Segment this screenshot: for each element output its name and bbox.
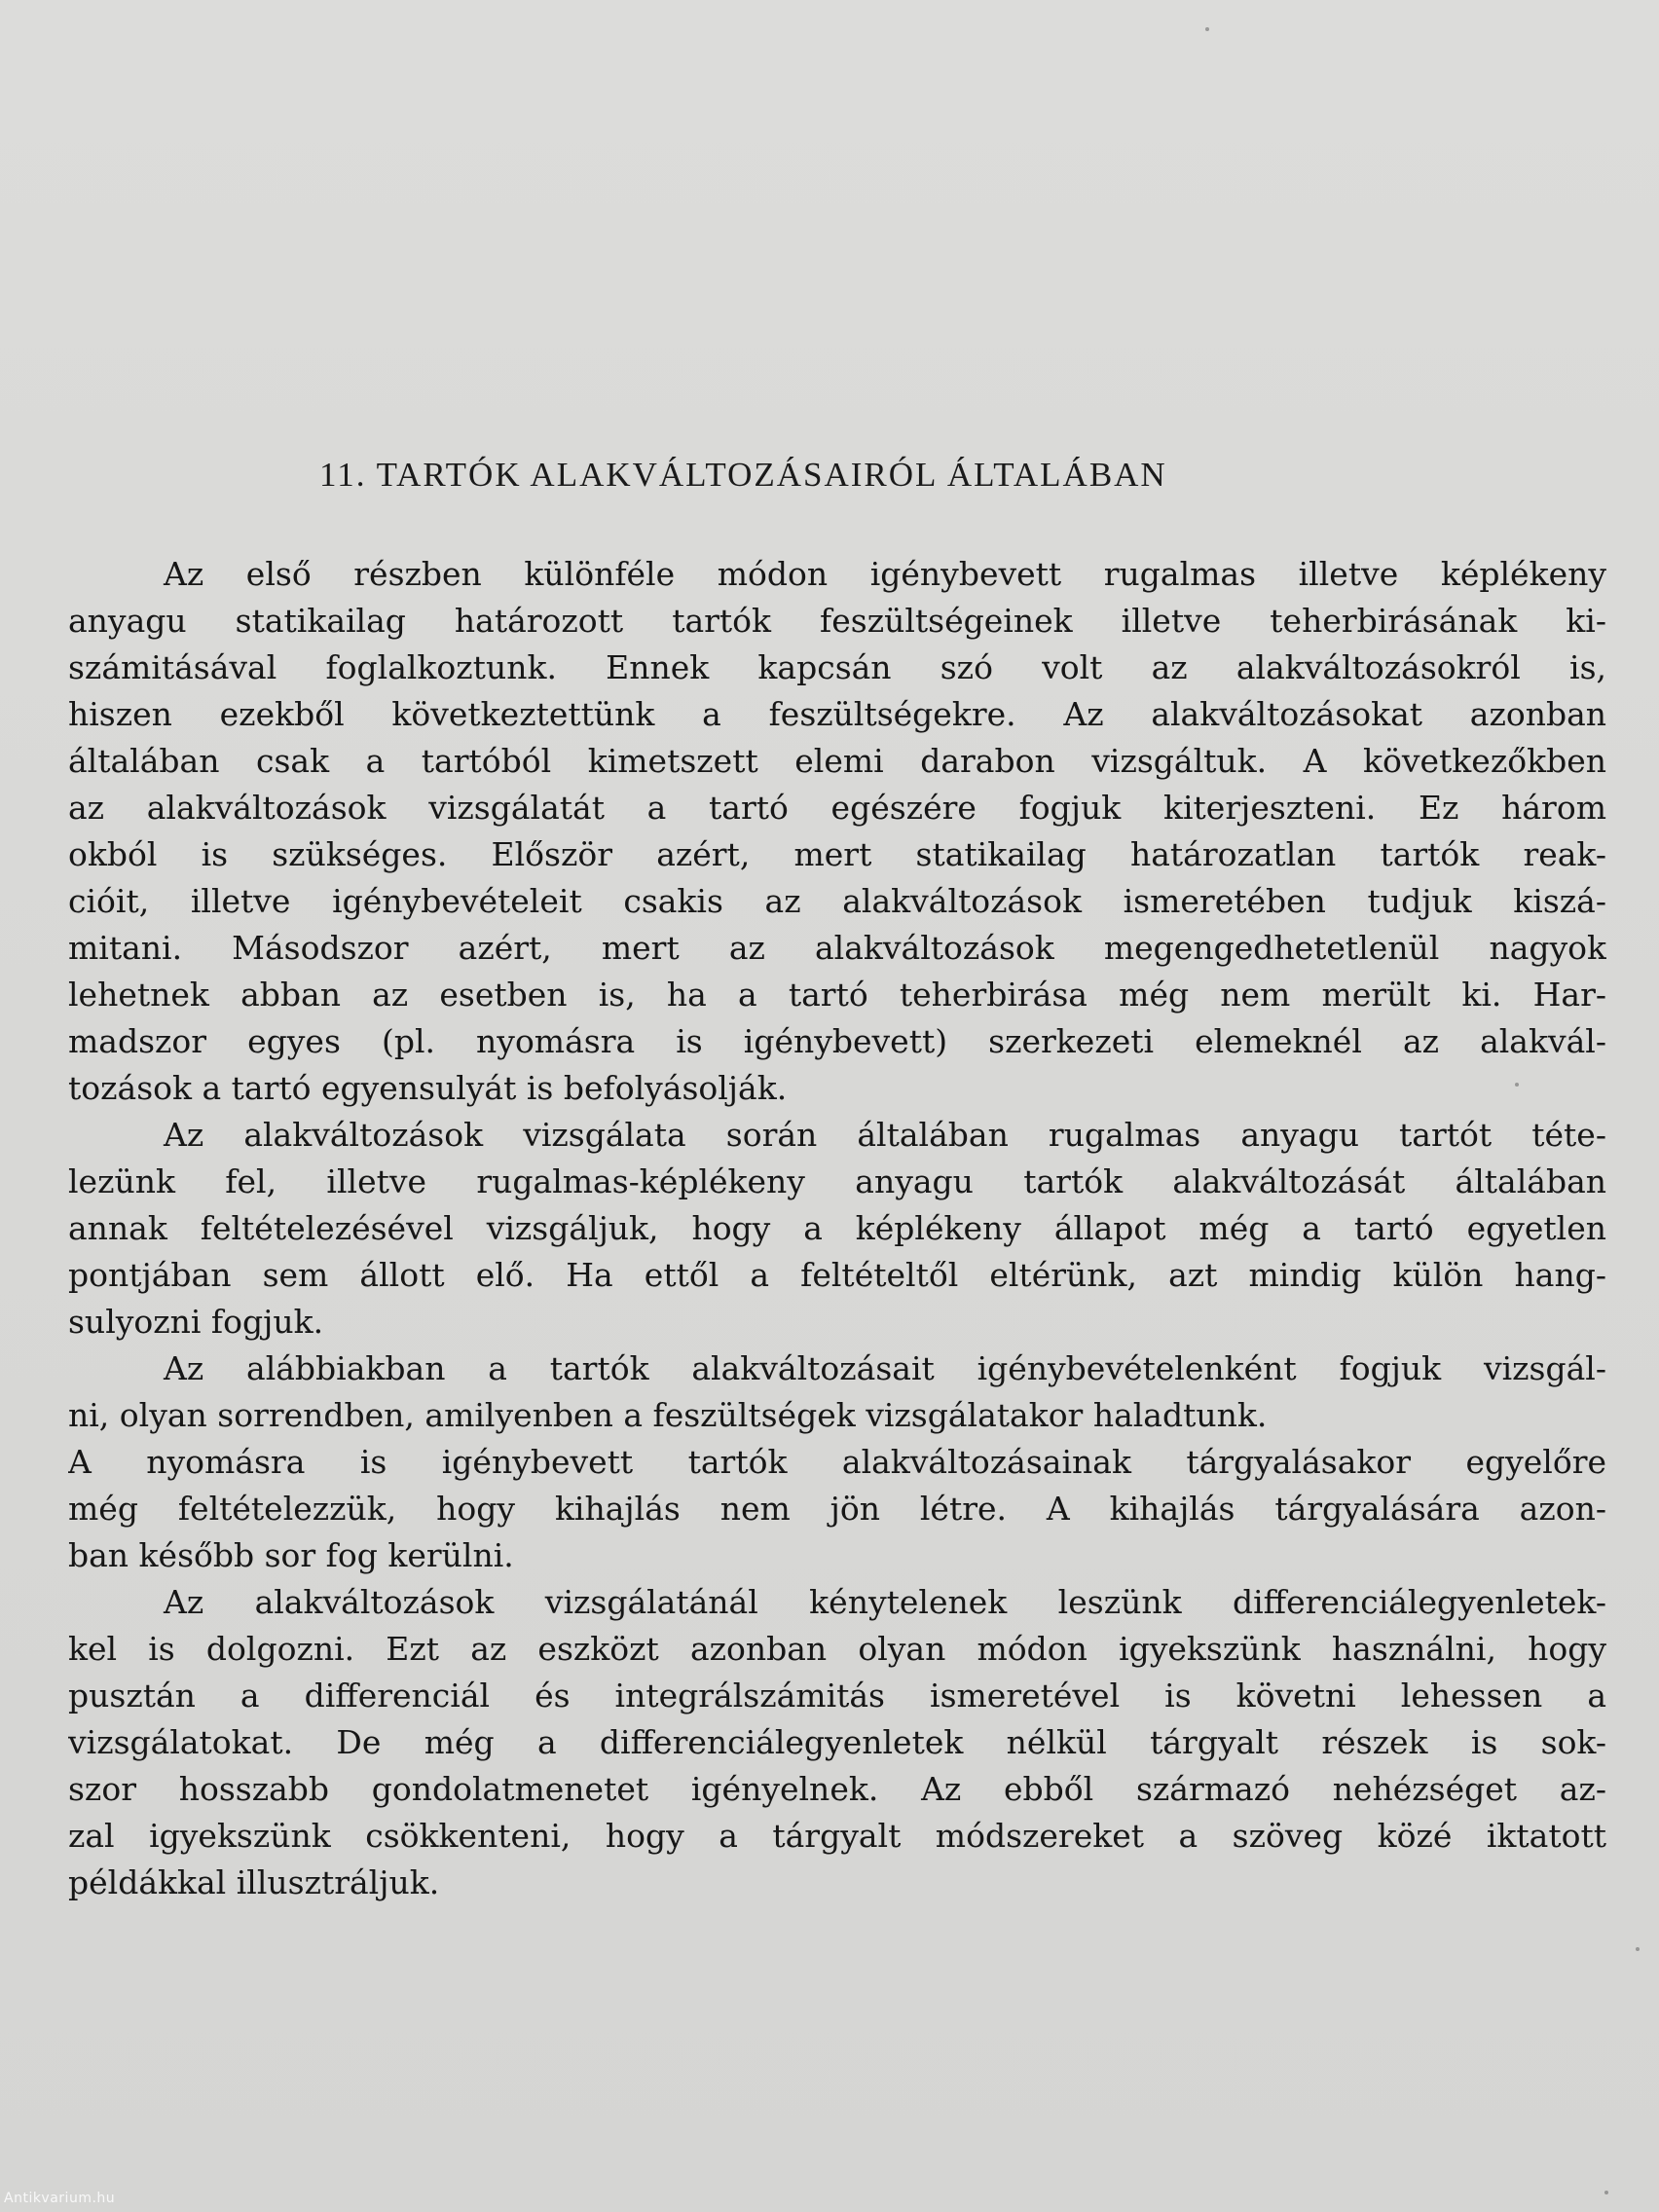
text-line: példákkal illusztráljuk. bbox=[68, 1863, 440, 1901]
text-line: madszor egyes (pl. nyomásra is igénybevett) szerkezeti elemeknél az alakvál- bbox=[68, 1022, 1606, 1060]
text-line: tozások a tartó egyensulyát is befolyásolják. bbox=[68, 1069, 788, 1107]
watermark: Antikvarium.hu bbox=[4, 2191, 116, 2206]
text-line: Az alakváltozások vizsgálatánál kénytelenek leszünk differenciálegyenletek- bbox=[164, 1583, 1606, 1621]
text-line: pontjában sem állott elő. Ha ettől a feltételtől eltérünk, azt mindig külön hang- bbox=[68, 1256, 1606, 1294]
chapter-title: 11. TARTÓK ALAKVÁLTOZÁSAIRÓL ÁLTALÁBAN bbox=[319, 456, 1167, 494]
text-line: anyagu statikailag határozott tartók feszültségeinek illetve teherbirásának ki- bbox=[68, 602, 1606, 640]
text-line: Az első részben különféle módon igénybevett rugalmas illetve képlékeny bbox=[164, 555, 1606, 593]
text-line: ni, olyan sorrendben, amilyenben a feszültségek vizsgálatakor haladtunk. bbox=[68, 1396, 1268, 1434]
text-line: még feltételezzük, hogy kihajlás nem jön létre. A kihajlás tárgyalására azon- bbox=[68, 1490, 1606, 1528]
text-line: szor hosszabb gondolatmenetet igényelnek. Az ebből származó nehézséget az- bbox=[68, 1770, 1606, 1808]
text-line: sulyozni fogjuk. bbox=[68, 1303, 324, 1341]
text-line: Az alakváltozások vizsgálata során általában rugalmas anyagu tartót téte- bbox=[164, 1116, 1606, 1154]
text-line: vizsgálatokat. De még a differenciálegyenletek nélkül tárgyalt részek is sok- bbox=[68, 1723, 1606, 1761]
text-line: lezünk fel, illetve rugalmas-képlékeny anyagu tartók alakváltozását általában bbox=[68, 1162, 1606, 1200]
scan-speck bbox=[1515, 1083, 1519, 1087]
text-line: az alakváltozások vizsgálatát a tartó egészére fogjuk kiterjeszteni. Ez három bbox=[68, 789, 1606, 827]
scan-speck bbox=[1604, 2191, 1608, 2194]
text-line: hiszen ezekből következtettünk a feszültségekre. Az alakváltozásokat azonban bbox=[68, 695, 1606, 733]
text-line: pusztán a differenciál és integrálszámitás ismeretével is követni lehessen a bbox=[68, 1677, 1606, 1714]
scan-speck bbox=[1636, 1947, 1640, 1951]
text-line: ban később sor fog kerülni. bbox=[68, 1536, 514, 1574]
text-line: lehetnek abban az esetben is, ha a tartó teherbirása még nem merült ki. Har- bbox=[68, 976, 1606, 1014]
text-line: okból is szükséges. Először azért, mert statikailag határozatlan tartók reak- bbox=[68, 835, 1606, 873]
text-line: cióit, illetve igénybevételeit csakis az alakváltozások ismeretében tudjuk kiszá- bbox=[68, 882, 1606, 920]
text-line: A nyomásra is igénybevett tartók alakváltozásainak tárgyalásakor egyelőre bbox=[68, 1443, 1606, 1481]
text-line: zal igyekszünk csökkenteni, hogy a tárgyalt módszereket a szöveg közé iktatott bbox=[68, 1817, 1606, 1855]
text-line: Az alábbiakban a tartók alakváltozásait igénybevételenként fogjuk vizsgál- bbox=[164, 1349, 1606, 1387]
body-text bbox=[68, 551, 1606, 1906]
text-line: kel is dolgozni. Ezt az eszközt azonban olyan módon igyekszünk használni, hogy bbox=[68, 1630, 1606, 1668]
text-line: mitani. Másodszor azért, mert az alakváltozások megengedhetetlenül nagyok bbox=[68, 929, 1606, 967]
text-line: annak feltételezésével vizsgáljuk, hogy a képlékeny állapot még a tartó egyetlen bbox=[68, 1209, 1606, 1247]
text-line: általában csak a tartóból kimetszett elemi darabon vizsgáltuk. A következőkben bbox=[68, 742, 1606, 780]
scan-speck bbox=[1205, 27, 1209, 31]
text-line: számitásával foglalkoztunk. Ennek kapcsán szó volt az alakváltozásokról is, bbox=[68, 648, 1606, 686]
